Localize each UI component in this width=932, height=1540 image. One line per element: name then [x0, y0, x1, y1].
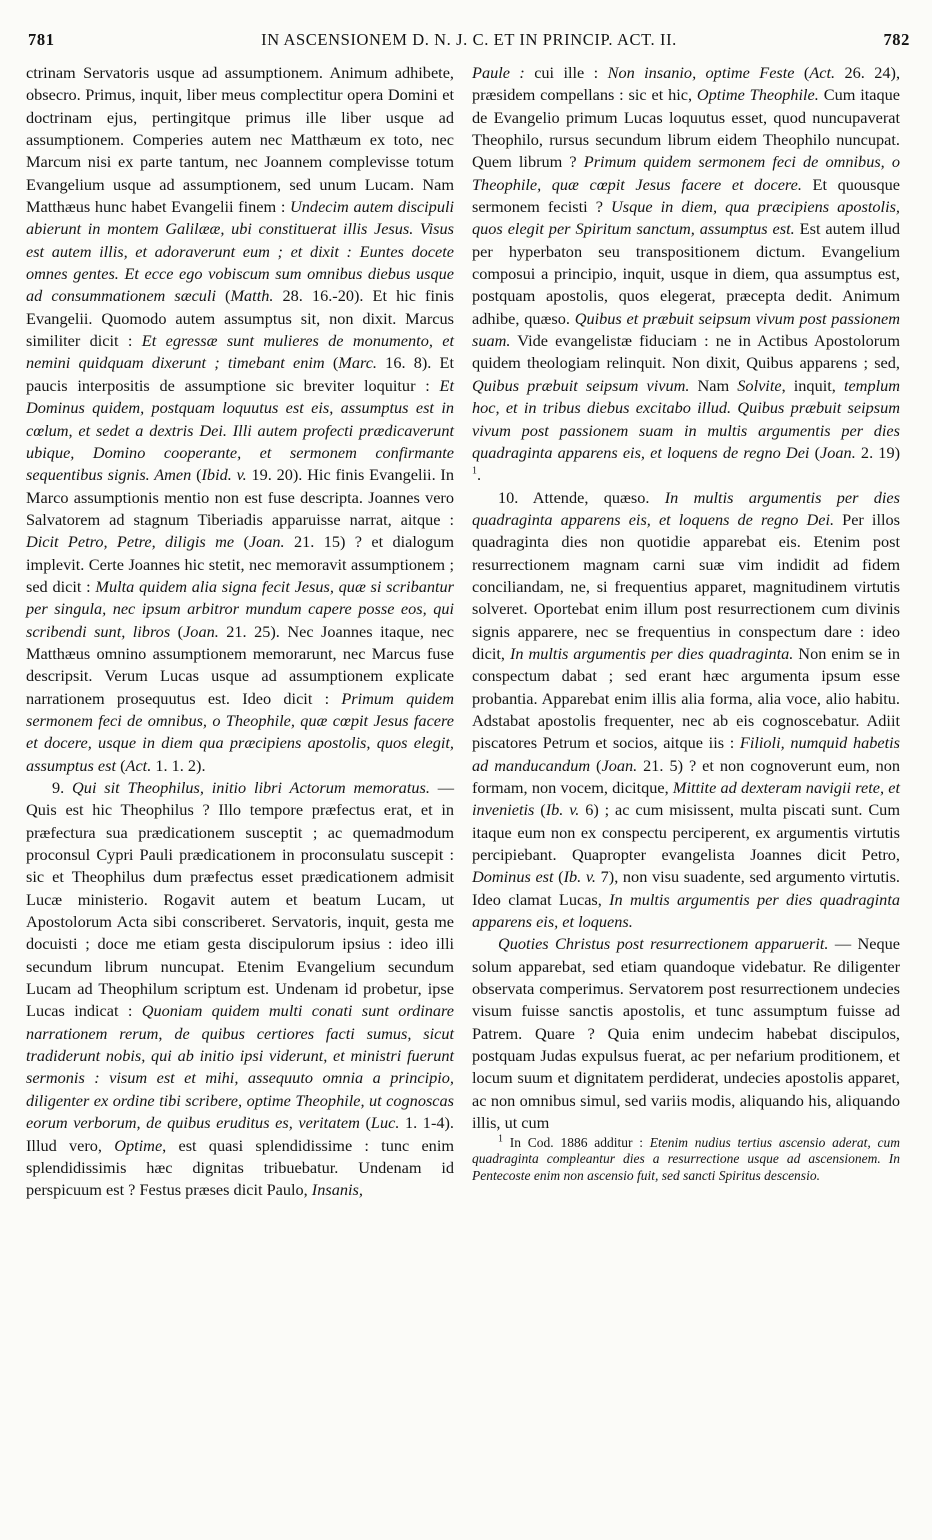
scripture-quote: Optime — [114, 1135, 163, 1155]
scripture-quote: Mittite ad dexteram navigii rete, et invenietis — [472, 778, 900, 820]
scripture-reference: Marc. — [338, 353, 377, 373]
paragraph-9: 9. Qui sit Theophilus, initio libri Actorum memoratus. — Quis est hic Theophilus ? Illo tempore præfectus erat, et in præfectura sua prædicationem susceptit ; ac quemadmodum proconsul Cypri Pauli prædicationem in proconsulatu suscepit : sic et Theophilus dum præfectus esset prædicationem admisit Lucæ ministerio. Rogavit autem et beatum Lucam, ut Apostolorum Acta sibi conscriberet. Servatoris, inquit, gesta me docuisti ; doce me etiam gesta discipulorum ipsius : ideo illi secundum librum nuncupat. Etenim Evangelium secundum Lucam ad Theophilum scriptum est. Undenam id probetur, ipse Lucas indicat : Quoniam quidem multi conati sunt ordinare narrationem rerum, de quibus certiores facti sumus, sicut tradiderunt nobis, qui ab initio ipsi viderunt, et ministri fuerunt sermonis : visum est et mihi, assequuto omnia a principio, diligenter ex ordine tibi scribere, optime Theophile, ut cognoscas eorum verborum, de quibus eruditus es, veritatem (Luc. 1. 1-4). Illud vero, Optime, est quasi splendidissime : tunc enim splendidissimis hæc dignitas tribuebatur. Undenam id perspicuum est ? Festus præses dicit Paulo, Insanis, — [26, 778, 455, 1200]
footnote: $^1$ In Cod. 1886 additur : Etenim nudius tertius ascensio aderat, cum quadraginta compleantur dies a resurrectione usque ad ascensionem. In Pentecoste enim non ascensio fuit, sed sancti Spiritus descensio. — [472, 1133, 900, 1183]
footnote-marker: 1 — [472, 465, 477, 477]
paragraph-continuation: ctrinam Servatoris usque ad assumptionem. Animum adhibete, obsecro. Primus, inquit, liber meus complectitur opera Domini et doctrinam ejus, pertingitque primus ille liber usque ad assumptionem. Comperies autem nec Matthæum ex toto, nec Marcum nisi ex parte tantum, nec Joannem complevisse totum Evangelium usque ad assumptionem, sed unum Lucam. Nam Matthæus hunc habet Evangelii finem : Undecim autem discipuli abierunt in montem Galilææ, ubi constituerat illis Jesus. Visus est autem illis, et adoraverunt eum ; et dixit : Euntes docete omnes gentes. Et ecce ego vobiscum sum omnibus diebus usque ad consummationem sæculi (Matth. 28. 16.-20). Et hic finis Evangelii. Quomodo autem assumptus sit, non dixit. Marcus similiter dicit : Et egressæ sunt mulieres de monumento, et nemini quidquam dixerunt ; timebant enim (Marc. 16. 8). Et paucis interpositis de assumptione sic breviter loquitur : Et Dominus quidem, postquam loquutus est eis, assumptus est in cœlum, et sedet a dextris Dei. Illi autem profecti prædicaverunt ubique, Domino cooperante, et sermonem confirmante sequentibus signis. Amen (Ibid. v. 19. 20). Hic finis Evangelii. In Marco assumptionis mentio non est fuse descripta. Joannes vero Salvatorem ad stagnum Tiberiadis apparuisse narrat, aitque : Dicit Petro, Petre, diligis me (Joan. 21. 15) ? et dialogum implevit. Certe Joannes hic stetit, nec memoravit assumptionem ; sed dicit : Multa quidem alia signa fecit Jesus, quæ si scribantur per singula, nec ipsum arbitror mundum capere posse eos, qui scribendi sunt, libros (Joan. 21. 25). Nec Joannes itaque, nec Matthæus omnino assumptionem memorarunt, nec Marcus fuse descripsit. Verum Lucas usque ad assumptionem explicate narrationem prosequutus est. Ideo dicit : Primum quidem sermonem feci de omnibus, o Theophile, quæ cœpit Jesus facere et docere, usque in diem qua præcipiens apostolis, quos elegit, assumptus est (Act. 1. 1. 2). — [26, 63, 455, 775]
scripture-reference: Luc. — [370, 1113, 400, 1133]
scripture-reference: Joan. — [601, 755, 638, 775]
left-column — [26, 62, 454, 1202]
left-column-number: 781 — [28, 30, 55, 49]
scripture-quote: Quibus et præbuit seipsum vivum post passionem suam. — [472, 308, 901, 351]
scripture-quote: Solvite — [737, 375, 782, 395]
paragraph-apparitions: Quoties Christus post resurrectionem apparuerit. — Neque solum apparebat, sed etiam quandoque videbatur. Re diligenter observata comperimus. Servatorem post resurrectionem undecies visum fuisse sanctis apostolis, et tunc assumptum fuisse ad Patrem. Quare ? Quia enim undecim habebat discipulos, postquam Judas expulsus fuerat, ac per nefarium proditionem, et locum suum et dignitatem perdiderat, undecies apostolis apparet, ac non omnibus simul, sed variis modis, aliquando his, aliquando illis, ut cum — [472, 934, 900, 1133]
scripture-reference: Joan. — [248, 532, 285, 552]
scripture-quote: Undecim autem discipuli abierunt in montem Galilææ, ubi constituerat illis Jesus. Visus est autem illis, et adoraverunt eum ; et dixit : Euntes docete omnes gentes. Et ecce ego vobiscum sum omnibus diebus usque ad consummationem sæculi — [26, 197, 455, 306]
section-heading: Quoties Christus post resurrectionem apparuerit. — [498, 934, 829, 954]
scripture-quote: Filioli, numquid habetis ad manducandum — [472, 733, 900, 775]
scripture-quote: Dominus est — [472, 867, 554, 887]
right-column-number: 782 — [883, 30, 910, 49]
scripture-quote: Paule : — [472, 63, 535, 82]
scripture-quote: Insanis, — [311, 1180, 363, 1200]
scripture-quote: In multis argumentis per dies quadraginta apparens eis, et loquens de regno Dei. — [472, 487, 900, 529]
scripture-quote: Quoniam quidem multi conati sunt ordinare narrationem rerum, de quibus certiores facti sumus, sicut tradiderunt nobis, qui ab initio ipsi viderunt, et ministri fuerunt sermonis : visum est et mihi, assequuto omnia a principio, diligenter ex ordine tibi scribere, optime Theophile, ut cognoscas eorum verborum, de quibus eruditus es, veritatem — [26, 1001, 454, 1133]
scripture-reference: Act. — [125, 755, 152, 775]
scripture-quote: Et Dominus quidem, postquam loquutus est eis, assumptus est in cœlum, et sedet a dextris Dei. Illi autem profecti prædicaverunt ubique, Domino cooperante, et sermonem confirmante sequentibus signis. Amen — [26, 375, 454, 485]
scripture-reference: Ibid. v. — [201, 465, 247, 485]
section-number: 10. Attende, quæso. — [498, 487, 665, 507]
scripture-quote: Primum quidem sermonem feci de omnibus, o Theophile, quæ cœpit Jesus facere et docere, usque in diem qua præcipiens apostolis, quos elegit, assumptus est — [26, 688, 454, 775]
scripture-quote: In multis argumentis per dies quadraginta. — [509, 643, 794, 663]
scripture-reference: Act. — [809, 63, 836, 82]
footnote-number: 1 — [498, 1133, 503, 1144]
scripture-quote: In multis argumentis per dies quadraginta apparens eis, et loquens. — [472, 889, 900, 932]
scripture-reference: Matth. — [230, 286, 274, 306]
paragraph-10: 10. Attende, quæso. In multis argumentis per dies quadraginta apparens eis, et loquens de regno Dei. Per illos quadraginta dies non quotidie apparebat eis. Etenim post resurrectionem magnam carni suæ vim indidit ad fidem conciliandam, ne, si frequentius apparet, magnitudinem virtutis solveret. Oportebat enim illum post resurrectionem cum divinis signis apparere, nec se frequentius in conspectum dare : ideo dicit, In multis argumentis per dies quadraginta. Non enim se in conspectum dabat ; sed erant hæc argumenta ipsum esse probantia. Apparebat enim illis alia forma, alia voce, alio habitu. Adstabat apostolis frequenter, nec ab eis cognoscebatur. Adiit piscatores Petrum et socios, aitque iis : Filioli, numquid habetis ad manducandum (Joan. 21. 5) ? et non cognoverunt eum, non formam, non vocem, dicitque, Mittite ad dexteram navigii rete, et invenietis (Ib. v. 6) ; ac cum misissent, multa piscati sunt. Cum itaque eum non ex conspectu perciperent, ex argumentis virtutis percipiebant. Quapropter evangelista Joannes dicit Petro, Dominus est (Ib. v. 7), non visu suadente, sed argumento virtutis. Ideo clamat Lucas, In multis argumentis per dies quadraginta apparens eis, et loquens. — [472, 487, 901, 932]
scripture-quote: Quibus præbuit seipsum vivum. — [472, 375, 690, 395]
scripture-quote: Non insanio, optime Feste — [607, 63, 795, 82]
scripture-quote: Optime Theophile. — [696, 85, 819, 105]
running-title: IN ASCENSIONEM D. N. J. C. ET IN PRINCIP. ACT. II. — [261, 30, 677, 49]
paragraph-continuation: Paule : cui ille : Non insanio, optime Feste (Act. 26. 24), præsidem compellans : sic et hic, Optime Theophile. Cum itaque de Evangelio primum Lucas loquutus esset, quod nuncupaverat Theophilo, rursus secundum librum eidem Theophilo nuncupat. Quem librum ? Primum quidem sermonem feci de omnibus, o Theophile, quæ cœpit Jesus facere et docere. Et quousque sermonem fecisti ? Usque in diem, qua præcipiens apostolis, quos elegit per Spiritum sanctum, assumptus est. Est autem illud per hyperbaton seu transpositionem dictum. Evangelium composui a principio, inquit, usque in diem, qua assumptus est, postquam apostolis, quos elegerat, præcepta dedit. Animum adhibe, quæso. Quibus et præbuit seipsum vivum post passionem suam. Vide evangelistæ fiduciam : ne in Actibus Apostolorum quidem theologiam relinquit. Non dixit, Quibus apparens ; sed, Quibus præbuit seipsum vivum. Nam Solvite, inquit, templum hoc, et in tribus diebus excitabo illud. Quibus præbuit seipsum vivum post passionem suam in multis argumentis per dies quadraginta apparens eis, et loquens de regno Dei (Joan. 2. 19) $^1$. — [472, 63, 901, 485]
scripture-quote: templum hoc, et in tribus diebus excitabo illud. Quibus præbuit seipsum vivum post passionem suam in multis argumentis per dies quadraginta apparens eis, et loquens de regno Dei — [472, 375, 901, 462]
scripture-reference: Ib. v. — [563, 867, 596, 887]
section-number: 9. — [52, 778, 73, 797]
scripture-quote: Multa quidem alia signa fecit Jesus, quæ si scribantur per singula, nec ipsum arbitror mundum capere posse eos, qui scribendi sunt, libros — [26, 576, 454, 641]
scripture-reference: Joan. — [820, 442, 856, 462]
scripture-quote: Et egressæ sunt mulieres de monumento, et nemini quidquam dixerunt ; timebant enim — [26, 331, 455, 373]
scripture-quote: Dicit Petro, Petre, diligis me — [26, 532, 235, 552]
scripture-reference: Ib. v. — [545, 800, 580, 820]
scripture-reference: Joan. — [183, 621, 219, 641]
footnote-quote: Etenim nudius tertius ascensio aderat, cum quadraginta compleantur dies a resurrectione usque ad ascensionem. In Pentecoste enim non ascensio fuit, sed sancti Spiritus descensio. — [472, 1134, 900, 1183]
scripture-quote: Usque in diem, qua præcipiens apostolis, quos elegit per Spiritum sanctum, assumptus est. — [472, 197, 900, 239]
section-heading: Qui sit Theophilus, initio libri Actorum memoratus. — [72, 778, 430, 797]
scripture-quote: Primum quidem sermonem feci de omnibus, o Theophile, quæ cœpit Jesus facere et docere. — [472, 152, 900, 194]
right-column — [472, 62, 900, 1184]
running-head — [28, 30, 910, 56]
